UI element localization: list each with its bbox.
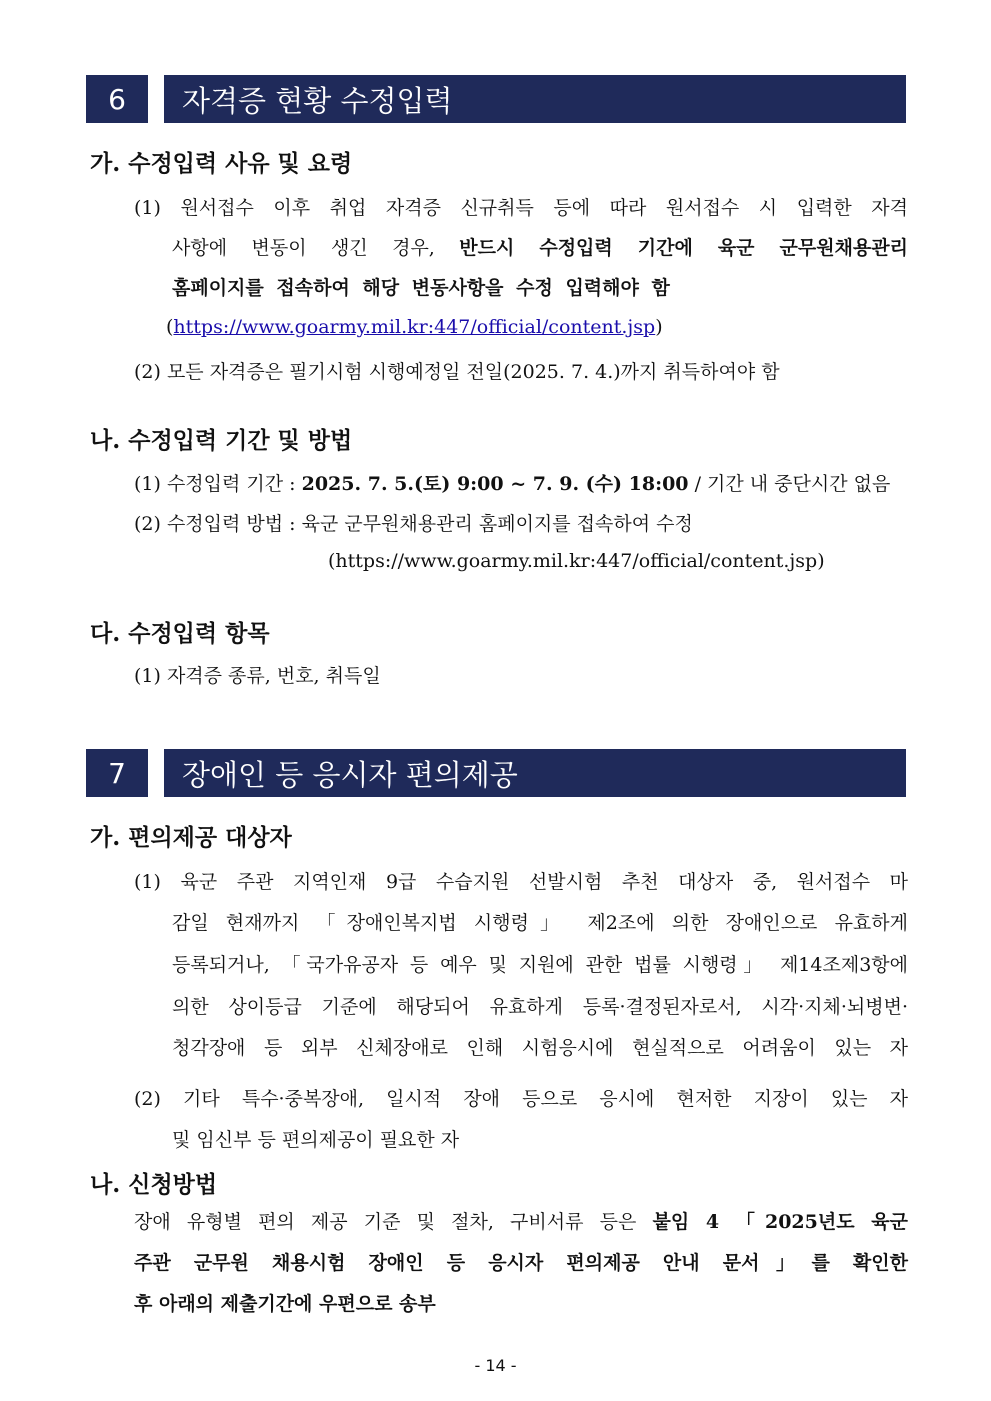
paragraph-line [172, 233, 908, 260]
text-run: 장애 유형별 편의 제공 기준 및 절차, 구비서류 등은 [134, 1211, 653, 1233]
paragraph-line: (1) 육군 주관 지역인재 9급 수습지원 선발시험 추천 대상자 중, 원서접수 마 [134, 871, 908, 893]
paragraph-line: (1) 원서접수 이후 취업 자격증 신규취득 등에 따라 원서접수 시 입력한 자격 [134, 197, 908, 219]
paragraph-line: 감일 현재까지 「장애인복지법 시행령」 제2조에 의한 장애인으로 유효하게 [172, 912, 908, 934]
paragraph-line: 청각장애 등 외부 신체장애로 인해 시험응시에 현실적으로 어려움이 있는 자 [172, 1037, 908, 1059]
section-number: 7 [86, 749, 148, 797]
bold-text: 붙임 4 「2025년도 육군 [652, 1211, 908, 1233]
paragraph-line: 홈페이지를 접속하여 해당 변동사항을 수정 입력해야 함 [172, 277, 670, 299]
subsection-heading: 다. 수정입력 항목 [90, 620, 270, 647]
paragraph-line [134, 1207, 908, 1234]
paragraph-line: (2) 수정입력 방법 : 육군 군무원채용관리 홈페이지를 접속하여 수정 [134, 513, 693, 535]
paragraph-line: (2) 모든 자격증은 필기시험 시행예정일 전일(2025. 7. 4.)까지 취득하여야 함 [134, 361, 780, 383]
page-number: - 14 - [474, 1356, 517, 1375]
section-title: 장애인 등 응시자 편의제공 [164, 749, 906, 797]
link-paren: ( [166, 316, 174, 338]
section-6-header [86, 75, 906, 123]
paragraph-line: 후 아래의 제출기간에 우편으로 송부 [134, 1293, 436, 1315]
paragraph-line: (2) 기타 특수·중복장애, 일시적 장애 등으로 응시에 현저한 지장이 있는 자 [134, 1088, 908, 1110]
paragraph-line [134, 469, 890, 496]
section-7-header [86, 749, 906, 797]
paragraph-line: 의한 상이등급 기준에 해당되어 유효하게 등록·결정된자로서, 시각·지체·뇌병변· [172, 996, 908, 1018]
text-run: (1) 수정입력 기간 : [134, 473, 302, 495]
link-line [166, 316, 663, 338]
section-title: 자격증 현황 수정입력 [164, 75, 906, 123]
subsection-heading: 나. 수정입력 기간 및 방법 [90, 427, 353, 454]
link-paren: ) [655, 316, 663, 338]
subsection-heading: 나. 신청방법 [90, 1171, 218, 1198]
subsection-heading: 가. 수정입력 사유 및 요령 [90, 150, 353, 177]
text-run: / 기간 내 중단시간 없음 [688, 473, 891, 495]
text-run: 사항에 변동이 생긴 경우, [172, 237, 460, 259]
paragraph-line: 등록되거나, 「국가유공자 등 예우 및 지원에 관한 법률 시행령」 제14조제3항에 [172, 954, 908, 976]
paragraph-line: 주관 군무원 채용시험 장애인 등 응시자 편의제공 안내 문서」를 확인한 [134, 1252, 908, 1274]
paragraph-line: (1) 자격증 종류, 번호, 취득일 [134, 665, 381, 687]
subsection-heading: 가. 편의제공 대상자 [90, 824, 292, 851]
url-line: (https://www.goarmy.mil.kr:447/official/content.jsp) [328, 550, 825, 572]
paragraph-line: 및 임신부 등 편의제공이 필요한 자 [172, 1129, 460, 1151]
bold-text: 반드시 수정입력 기간에 육군 군무원채용관리 [459, 237, 908, 259]
homepage-link[interactable]: https://www.goarmy.mil.kr:447/official/content.jsp [173, 316, 656, 338]
bold-text: 2025. 7. 5.(토) 9:00 ~ 7. 9. (수) 18:00 [301, 473, 689, 495]
section-number: 6 [86, 75, 148, 123]
